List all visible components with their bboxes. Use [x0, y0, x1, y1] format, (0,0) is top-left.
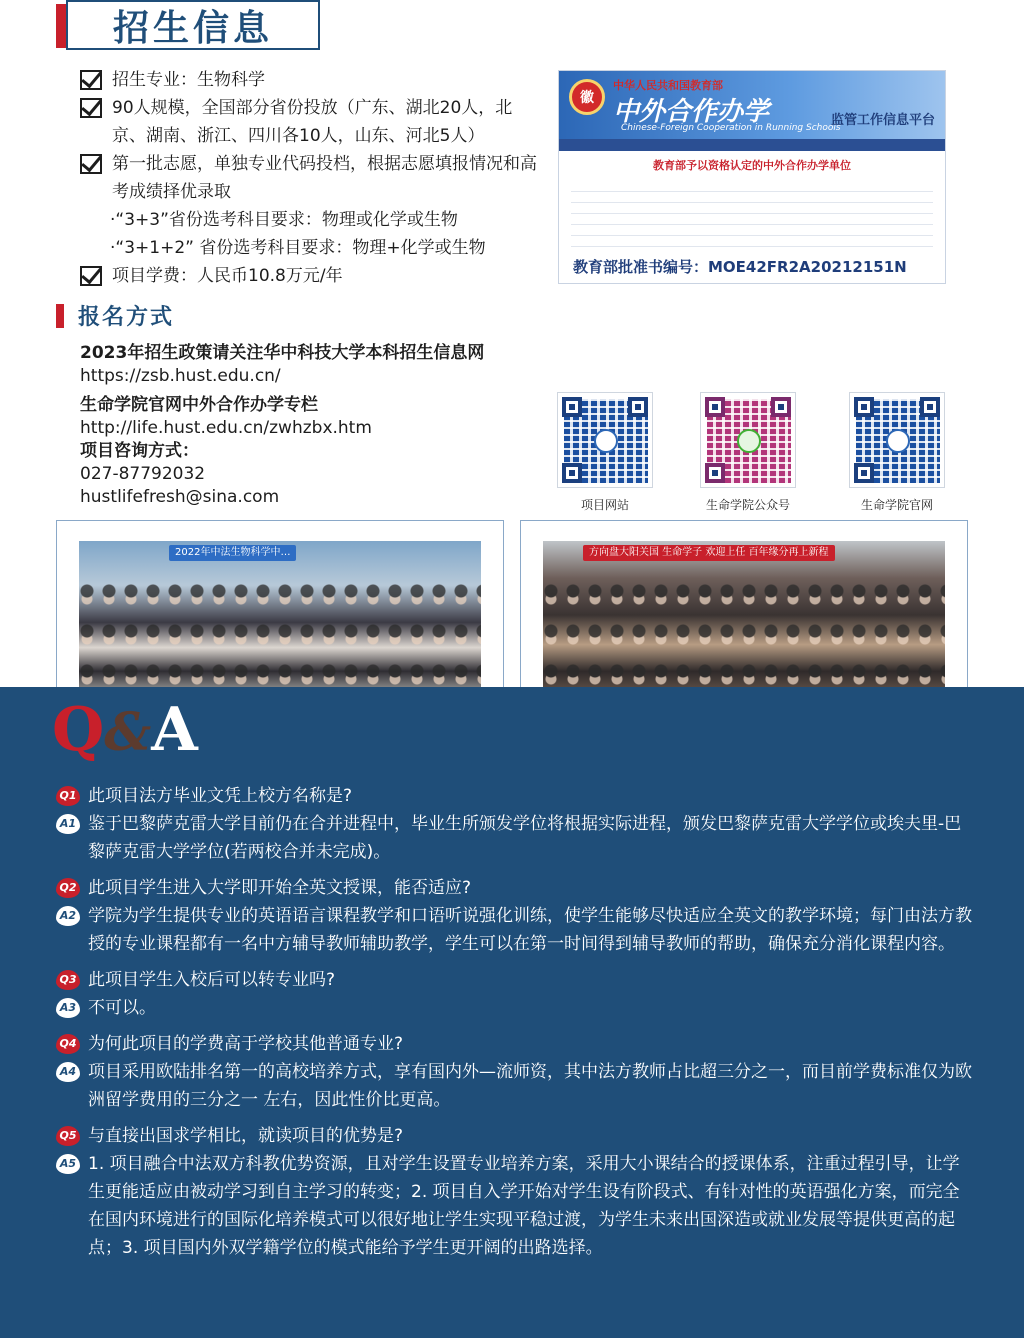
- checklist-item: [80, 150, 540, 206]
- approval-number: 教育部批准书编号：MOE42FR2A20212151N: [573, 258, 907, 276]
- checkbox-icon: [80, 70, 102, 90]
- accreditation-certificate-image: [558, 70, 946, 284]
- certificate-platform: 监管工作信息平台: [830, 113, 935, 128]
- qr-code-icon: [849, 392, 945, 488]
- question-text: 与直接出国求学相比，就读项目的优势是?: [88, 1126, 404, 1146]
- question: [56, 966, 972, 994]
- question: [56, 782, 972, 810]
- qr-label: 项目网站: [580, 498, 629, 512]
- question-badge-icon: Q3: [56, 970, 80, 990]
- page-title: 招生信息: [112, 7, 273, 49]
- question-text: 此项目学生入校后可以转专业吗?: [88, 970, 336, 990]
- contact-email[interactable]: hustlifefresh@sina.com: [80, 487, 280, 507]
- photo-banner: 方向盘大阳关国 生命学子 欢迎上任 百年缘分再上新程: [583, 545, 835, 561]
- answer: [56, 810, 972, 866]
- question: [56, 874, 972, 902]
- registration-info: [80, 342, 550, 509]
- certificate-table: [571, 183, 933, 247]
- college-logo-icon: [886, 429, 910, 453]
- certificate-row: [571, 194, 933, 203]
- question: [56, 1030, 972, 1058]
- qa-logo-q: Q: [52, 695, 105, 765]
- checkbox-icon: [80, 98, 102, 118]
- question-badge-icon: Q4: [56, 1034, 80, 1054]
- checkbox-icon: [80, 154, 102, 174]
- title-box: [66, 0, 320, 50]
- qa-item: [56, 1030, 972, 1114]
- answer: [56, 902, 972, 958]
- certificate-row: [571, 216, 933, 225]
- certificate-row: [571, 238, 933, 247]
- question-badge-icon: Q2: [56, 878, 80, 898]
- qa-logo-amp: &: [104, 702, 152, 763]
- certificate-nav-bar: [559, 139, 945, 151]
- qa-logo-a: A: [151, 695, 198, 765]
- qa-logo: [52, 694, 198, 769]
- checklist-text: 90人规模，全国部分省份投放（广东、湖北20人，北京、湖南、浙江、四川各10人，山东、河北5人）: [112, 98, 513, 146]
- qa-list: [56, 782, 972, 1270]
- qr-code-icon: [557, 392, 653, 488]
- answer: [56, 1150, 972, 1262]
- college-label: 生命学院官网中外合作办学专栏: [80, 395, 318, 415]
- answer-text: 学院为学生提供专业的英语语言课程教学和口语听说强化训练，使学生能够尽快适应全英文的教学环境；每门由法方教授的专业课程都有一名中方辅导教师辅助教学，学生可以在第一时间得到辅导教师的帮助，确保充分消化课程内容。: [88, 906, 972, 954]
- checklist-text: 第一批志愿，单独专业代码投档，根据志愿填报情况和高考成绩择优录取: [112, 154, 537, 202]
- checklist-text: 项目学费：人民币10.8万元/年: [112, 266, 343, 286]
- checklist-subitem: ·“3+3”省份选考科目要求：物理或化学或生物: [110, 210, 458, 230]
- certificate-row: [571, 227, 933, 236]
- qr-code-icon: [700, 392, 796, 488]
- wechat-logo-icon: [737, 429, 761, 453]
- policy-url-link[interactable]: https://zsb.hust.edu.cn/: [80, 366, 281, 386]
- group-photo-event: [543, 541, 945, 689]
- qa-item: [56, 1122, 972, 1262]
- national-emblem-icon: 徽: [569, 79, 605, 115]
- photo-banner: 2022年中法生物科学中…: [169, 545, 296, 561]
- checklist-item: [80, 66, 540, 94]
- answer: [56, 994, 972, 1022]
- certificate-banner: [559, 71, 945, 139]
- certificate-name-en: Chinese-Foreign Cooperation in Running Schools: [621, 123, 841, 133]
- qr-college-website: [847, 392, 947, 513]
- answer: [56, 1058, 972, 1114]
- question-text: 此项目法方毕业文凭上校方名称是?: [88, 786, 353, 806]
- registration-heading: [56, 300, 174, 331]
- contact-label: 项目咨询方式：: [80, 441, 199, 461]
- certificate-notice: 教育部予以资格认定的中外合作办学单位: [653, 159, 851, 172]
- qr-wechat-account: [698, 392, 798, 513]
- answer-badge-icon: A2: [56, 906, 80, 926]
- answer-text: 鉴于巴黎萨克雷大学目前仍在合并进程中，毕业生所颁发学位将根据实际进程，颁发巴黎萨克雷大学学位或埃夫里-巴黎萨克雷大学学位(若两校合并未完成)。: [88, 814, 962, 862]
- answer-badge-icon: A1: [56, 814, 80, 834]
- heading-accent-bar: [56, 304, 64, 328]
- question-text: 此项目学生进入大学即开始全英文授课，能否适应?: [88, 878, 472, 898]
- checklist-item: [80, 94, 540, 150]
- qr-label: 生命学院官网: [860, 498, 933, 512]
- question: [56, 1122, 972, 1150]
- answer-text: 1. 项目融合中法双方科教优势资源，且对学生设置专业培养方案，采用大小课结合的授课体系，注重过程引导，让学生更能适应由被动学习到自主学习的转变；2. 项目自入学开始对学生设有阶段式、有针对性的英语强化方案，而完全在国内环境进行的国际化培养模式可以很好地让学生实现平稳过渡，为学生未来出国深造或就业发展等提供更高的起点；3. 项目国内外双学籍学位的模式能给予学生更开阔的出路选择。: [88, 1154, 960, 1258]
- qa-item: [56, 874, 972, 958]
- answer-badge-icon: A5: [56, 1154, 80, 1174]
- answer-badge-icon: A4: [56, 1062, 80, 1082]
- question-badge-icon: Q5: [56, 1126, 80, 1146]
- policy-label: 2023年招生政策请关注华中科技大学本科招生信息网: [80, 343, 485, 363]
- registration-heading-text: 报名方式: [78, 305, 175, 330]
- certificate-row: [571, 183, 933, 192]
- qa-item: [56, 782, 972, 866]
- question-badge-icon: Q1: [56, 786, 80, 806]
- answer-badge-icon: A3: [56, 998, 80, 1018]
- certificate-name: 中外合作办学: [613, 97, 770, 127]
- university-logo-icon: [594, 429, 618, 453]
- group-photo-students: [79, 541, 481, 689]
- certificate-row: [571, 205, 933, 214]
- college-url-link[interactable]: http://life.hust.edu.cn/zwhzbx.htm: [80, 418, 372, 438]
- contact-phone: 027-87792032: [80, 464, 206, 484]
- admission-checklist: [80, 66, 540, 290]
- answer-text: 项目采用欧陆排名第一的高校培养方式，享有国内外—流师资，其中法方教师占比超三分之一，而目前学费标准仅为欧洲留学费用的三分之一 左右，因此性价比更高。: [88, 1062, 972, 1110]
- answer-text: 不可以。: [88, 998, 156, 1018]
- qa-item: [56, 966, 972, 1022]
- checklist-item: [80, 262, 540, 290]
- checklist-text: 招生专业：生物科学: [112, 70, 265, 90]
- checkbox-icon: [80, 266, 102, 286]
- certificate-dept: 中华人民共和国教育部: [613, 79, 723, 92]
- question-text: 为何此项目的学费高于学校其他普通专业?: [88, 1034, 404, 1054]
- photo-frame-right: [520, 520, 968, 690]
- checklist-subitem: ·“3+1+2” 省份选考科目要求：物理+化学或生物: [110, 238, 486, 258]
- qr-label: 生命学院公众号: [705, 498, 790, 512]
- photo-frame-left: [56, 520, 504, 690]
- qr-project-website: [555, 392, 655, 513]
